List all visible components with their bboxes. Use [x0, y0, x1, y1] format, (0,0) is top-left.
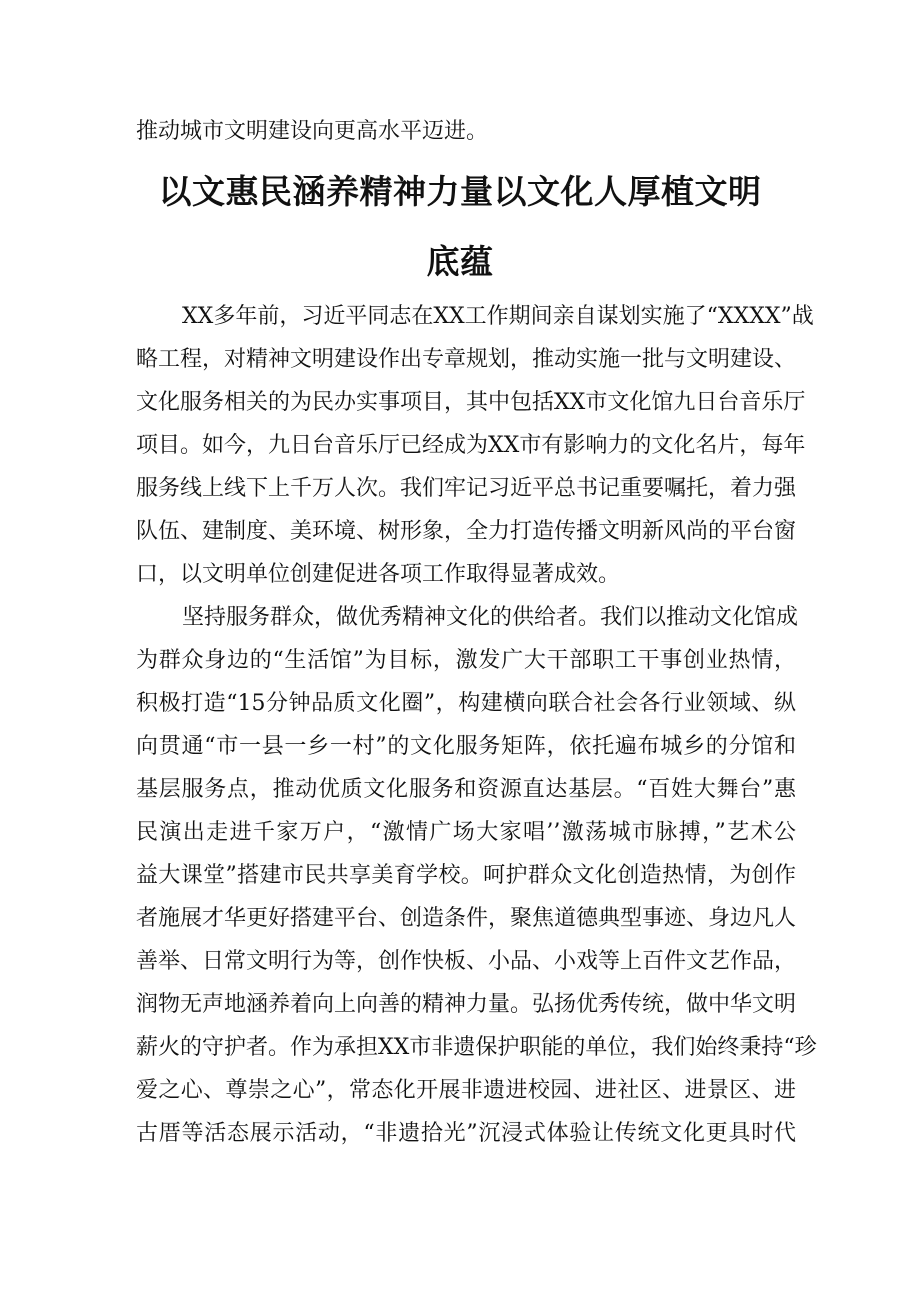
- paragraph-1-line: 口，以文明单位创建促进各项工作取得显著成效。: [136, 562, 621, 587]
- title-line-1: 以文惠民涵养精神力量以文化人厚植文明: [158, 172, 762, 211]
- paragraph-2-line: 向贯通“市一县一乡一村”的文化服务矩阵，依托遍布城乡的分馆和: [136, 734, 796, 759]
- paragraph-2-line: 民演出走进千家万户，“激情广场大家唱’’激荡城市脉搏，”艺术公: [136, 820, 796, 845]
- title-line-2: 底蕴: [426, 242, 494, 281]
- paragraph-2-line: 润物无声地涵养着向上向善的精神力量。弘扬优秀传统，做中华文明: [136, 992, 797, 1017]
- paragraph-1-line: 队伍、建制度、美环境、树形象，全力打造传播文明新风尚的平台窗: [136, 519, 797, 544]
- top-fragment: 推动城市文明建设向更高水平迈进。: [136, 119, 489, 144]
- paragraph-2-line: 为群众身边的“生活馆”为目标，激发广大干部职工干事创业热情，: [136, 648, 796, 673]
- paragraph-1-line: 服务线上线下上千万人次。我们牢记习近平总书记重要嘱托，着力强: [136, 476, 797, 501]
- paragraph-2-line: 基层服务点，推动优质文化服务和资源直达基层。“百姓大舞台”惠: [136, 777, 796, 802]
- paragraph-2-line: 善举、日常文明行为等，创作快板、小品、小戏等上百件文艺作品，: [136, 949, 797, 974]
- paragraph-2-line: 益大课堂”搭建市民共享美育学校。呵护群众文化创造热情，为创作: [136, 863, 796, 888]
- paragraph-2-line: 古厝等活态展示活动，“非遗拾光”沉浸式体验让传统文化更具时代: [136, 1121, 796, 1146]
- paragraph-2-line: 爱之心、尊崇之心”，常态化开展非遗进校园、进社区、进景区、进: [136, 1078, 796, 1103]
- paragraph-2-line: 薪火的守护者。作为承担XX市非遗保护职能的单位，我们始终秉持“珍: [136, 1035, 817, 1060]
- paragraph-1-line: 文化服务相关的为民办实事项目，其中包括XX市文化馆九日台音乐厅: [136, 390, 806, 415]
- paragraph-1-line: 略工程，对精神文明建设作出专章规划，推动实施一批与文明建设、: [136, 347, 797, 372]
- paragraph-2-line: 积极打造“15分钟品质文化圈”，构建横向联合社会各行业领域、纵: [136, 691, 796, 716]
- paragraph-1-line: 项目。如今，九日台音乐厅已经成为XX市有影响力的文化名片，每年: [136, 433, 806, 458]
- paragraph-2-line: 坚持服务群众，做优秀精神文化的供给者。我们以推动文化馆成: [182, 605, 799, 630]
- paragraph-2-line: 者施展才华更好搭建平台、创造条件，聚焦道德典型事迹、身边凡人: [136, 906, 797, 931]
- paragraph-1-line: XX多年前，习近平同志在XX工作期间亲自谋划实施了“XXXX”战: [182, 304, 814, 329]
